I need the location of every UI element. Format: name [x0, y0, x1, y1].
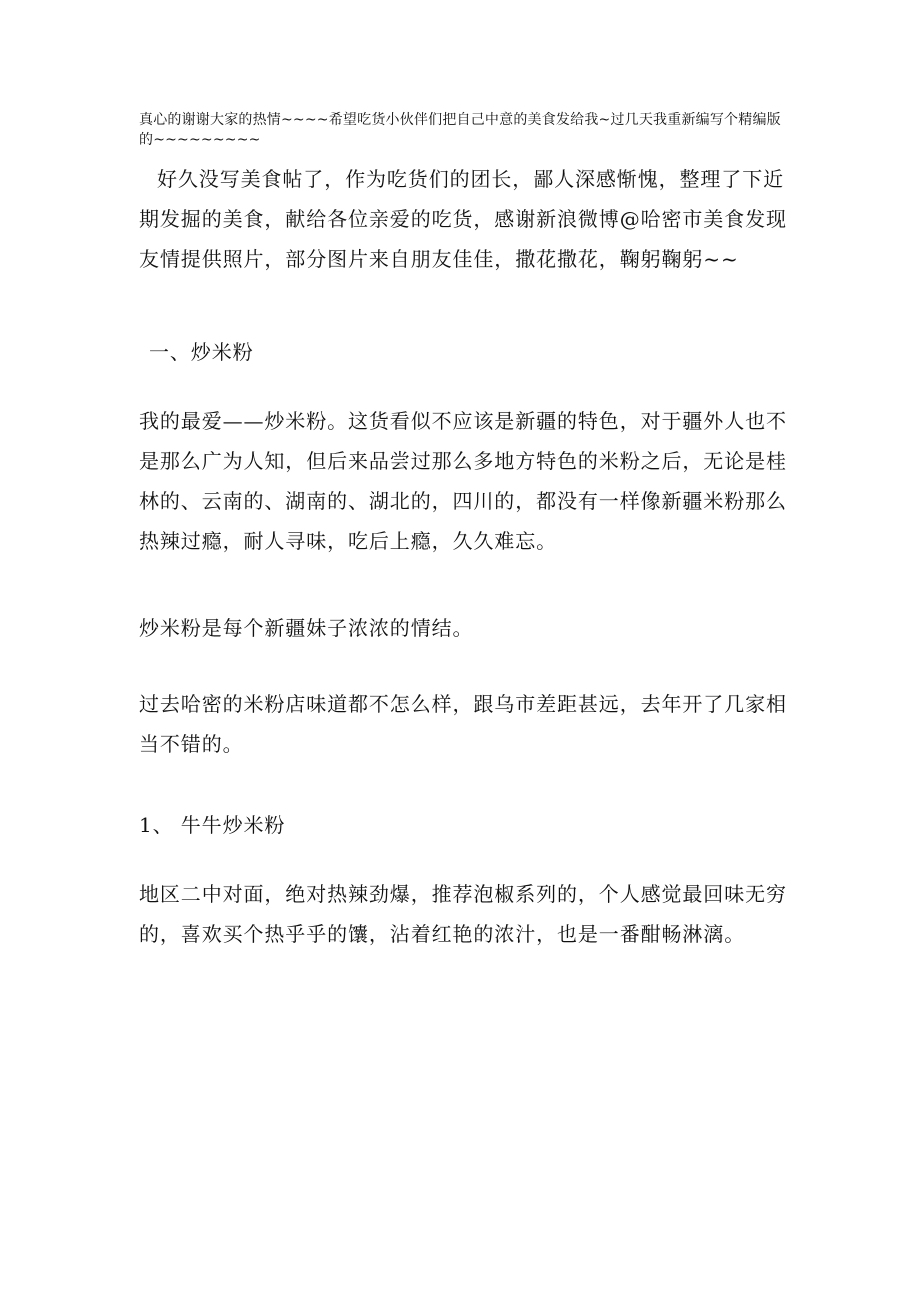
- section-paragraph-1: 我的最爱——炒米粉。这货看似不应该是新疆的特色，对于疆外人也不是那么广为人知，但后来品尝过那么多地方特色的米粉之后，无论是桂林的、云南的、湖南的、湖北的，四川的，都没有一样像新疆米粉那么热辣过瘾，耐人寻味，吃后上瘾，久久难忘。: [139, 409, 787, 553]
- author-note: 真心的谢谢大家的热情~~~~希望吃货小伙伴们把自己中意的美食发给我~过几天我重新编写个精编版的~~~~~~~~~: [139, 112, 781, 148]
- item-description: 地区二中对面，绝对热辣劲爆，推荐泡椒系列的，个人感觉最回味无穷的，喜欢买个热乎乎的馕，沾着红艳的浓汁，也是一番酣畅淋漓。: [139, 882, 787, 946]
- section-paragraph-3: 过去哈密的米粉店味道都不怎么样，跟乌市差距甚远，去年开了几家相当不错的。: [139, 692, 787, 756]
- intro-paragraph: 好久没写美食帖了，作为吃货们的团长，鄙人深感惭愧，整理了下近期发掘的美食，献给各位亲爱的吃货，感谢新浪微博@哈密市美食发现友情提供照片，部分图片来自朋友佳佳，撒花撒花，鞠躬鞠躬~~: [139, 167, 787, 271]
- section-heading: 一、炒米粉: [149, 340, 254, 364]
- item-heading: 1、 牛牛炒米粉: [139, 813, 286, 837]
- section-paragraph-2: 炒米粉是每个新疆妹子浓浓的情结。: [139, 616, 474, 640]
